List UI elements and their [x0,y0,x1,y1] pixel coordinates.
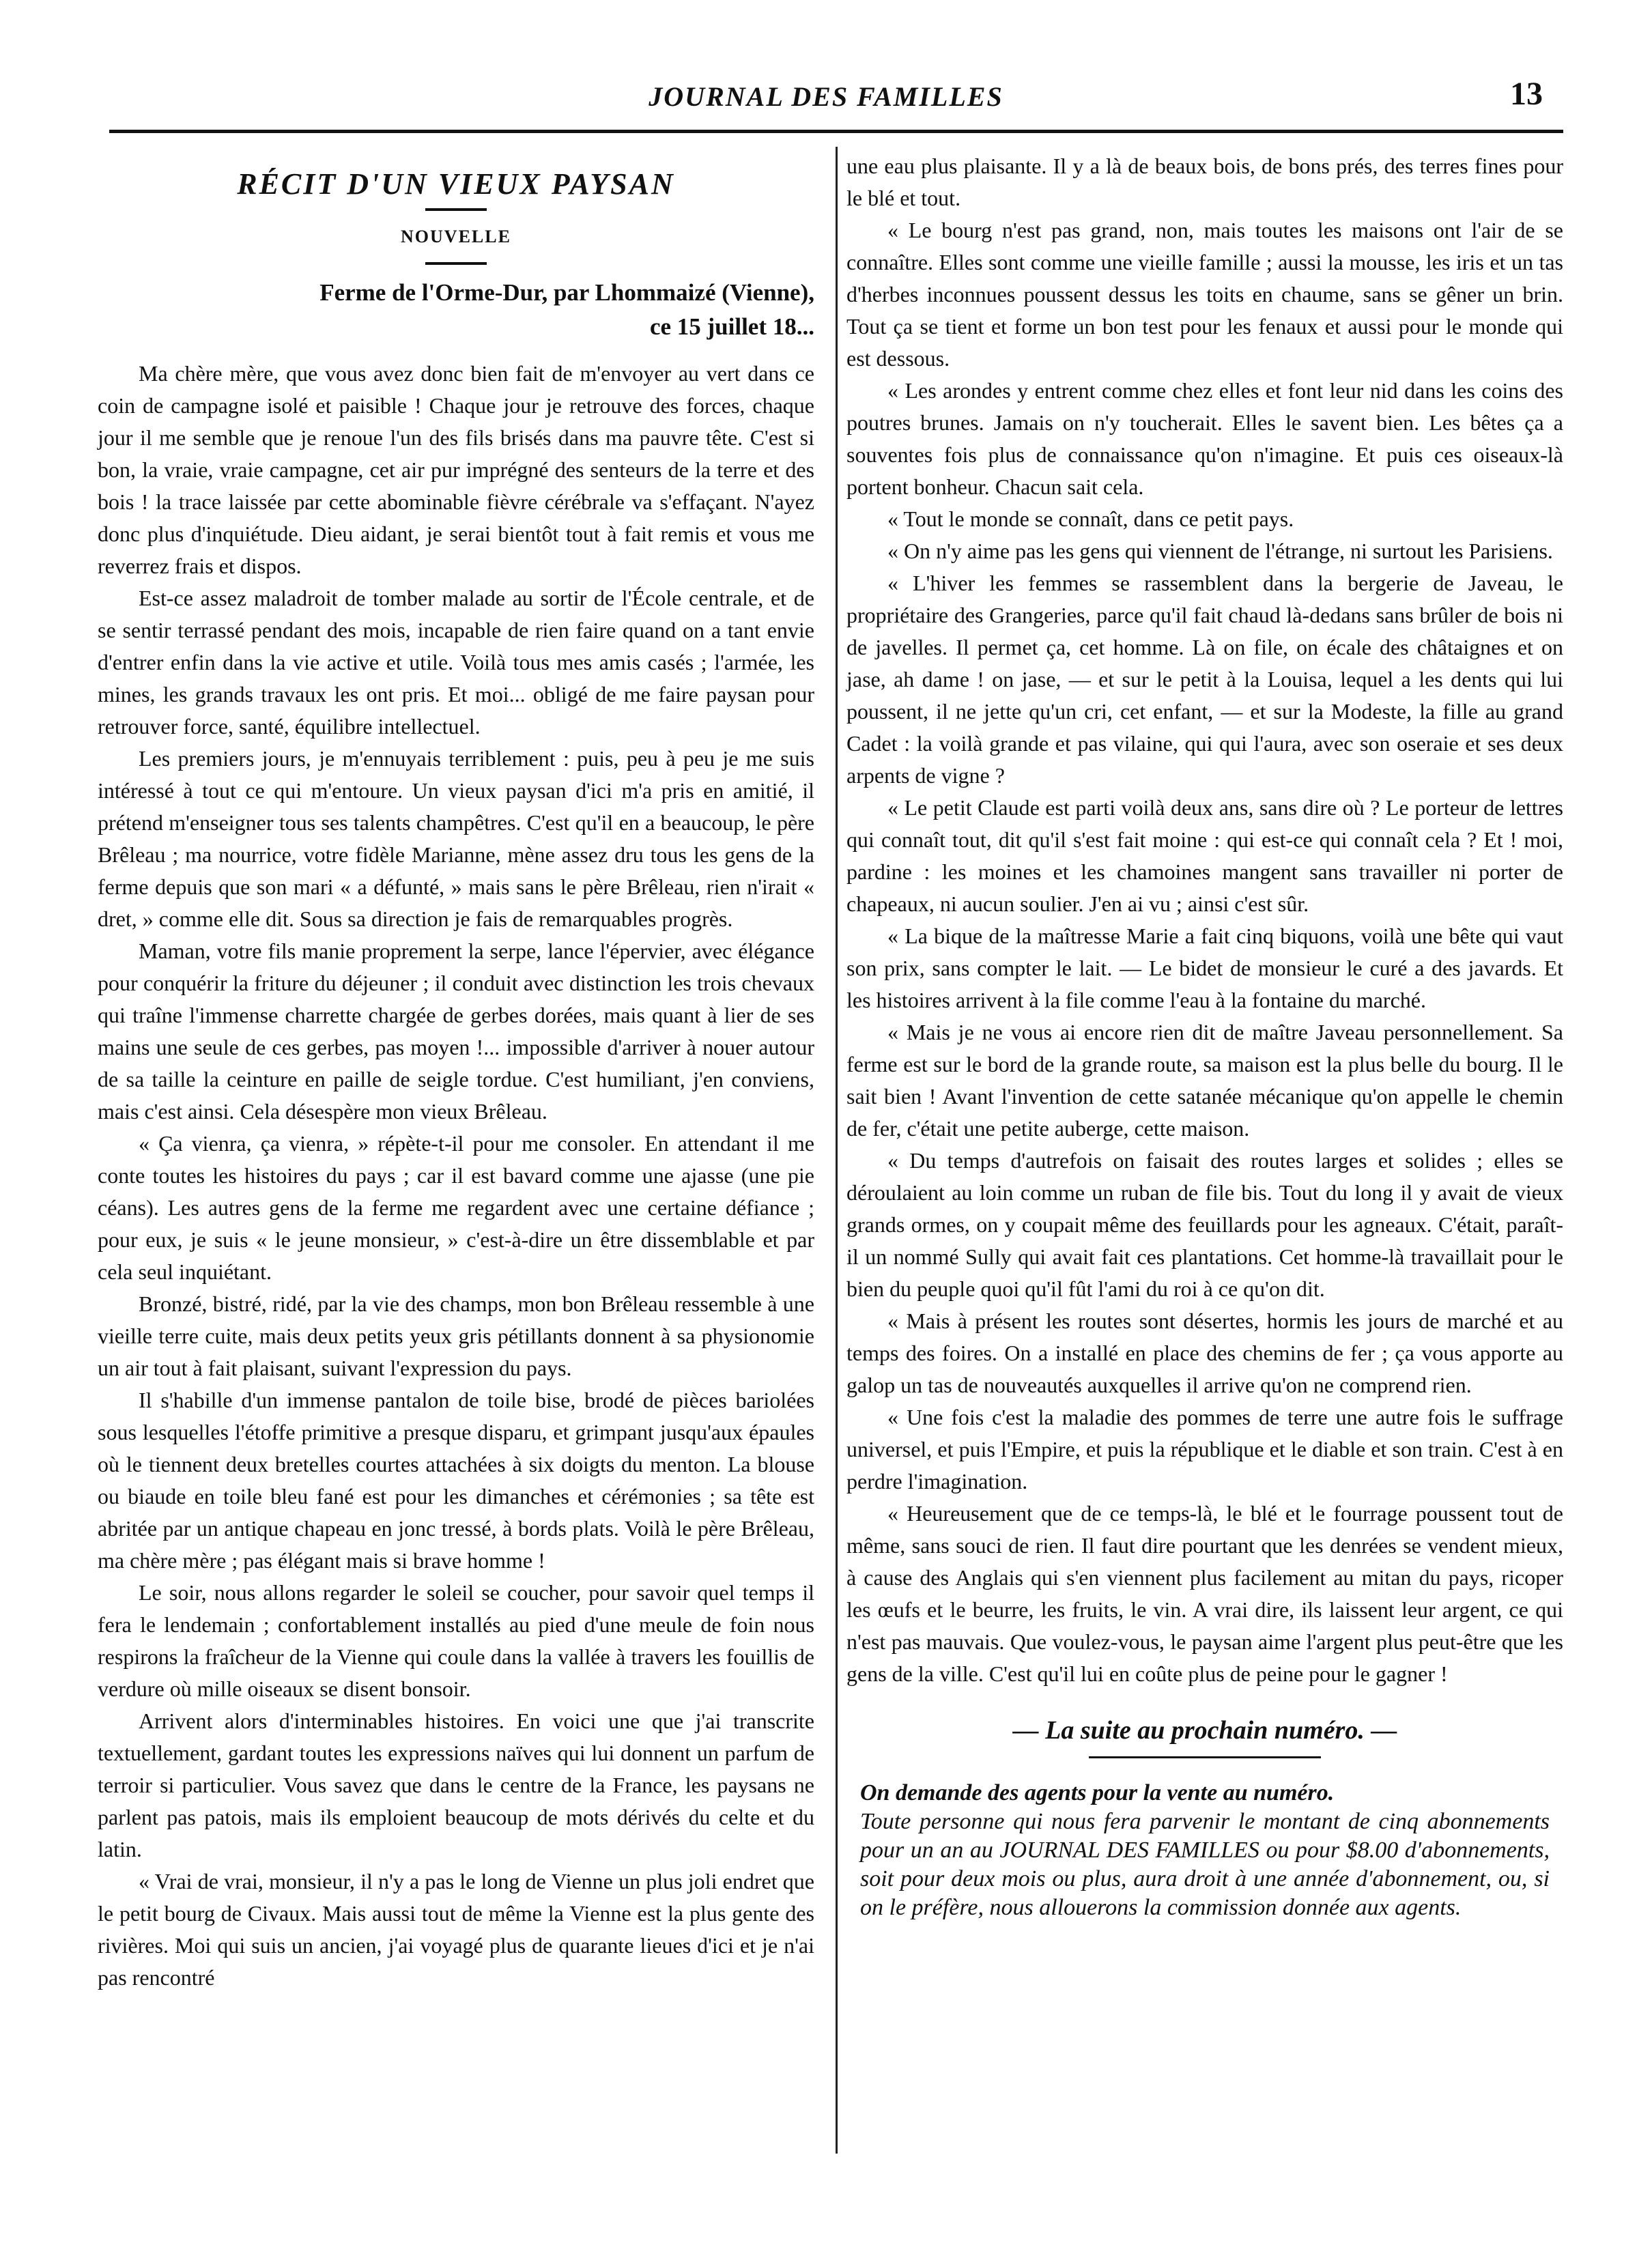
header-rule [109,130,1563,133]
paragraph: « On n'y aime pas les gens qui viennent de l'étrange, ni surtout les Parisiens. [887,539,1553,563]
title-rule [425,208,487,211]
paragraph: Les premiers jours, je m'ennuyais terriblement : puis, peu à peu je me suis intéressé à tout ce qui m'entoure. Un vieux paysan d'ici m'a pris en amitié, il prétend m'enseigner tous ses talents champêtres. C'est qu'il en a beaucoup, le père Brêleau ; ma nourrice, votre fidèle Marianne, mène assez dru tous les gens de la ferme depuis que son mari « a défunté, » mais sans le père Brêleau, rien n'irait « dret, » comme elle dit. Sous sa direction je fais de remarquables progrès. [98,746,814,931]
paragraph: « Du temps d'autrefois on faisait des routes larges et solides ; elles se déroulaient au loin comme un ruban de file bis. Tout du long il y avait de vieux grands ormes, on y coupait même des feuillards pour les agneaux. C'était, paraît-il un nommé Sully qui avait fait ces plantations. Cet homme-là travaillait pour le bien du peuple quoi qu'il fût l'ami du roi à ce qu'on dit. [846,1148,1563,1301]
paragraph: « Le bourg n'est pas grand, non, mais toutes les maisons ont l'air de se connaître. Elles sont comme une vieille famille ; aussi la mousse, les iris et un tas d'herbes inconnues poussent dessus les toits en chaume, sans se gêner un brin. Tout ça se tient et forme un bon test pour les fenaux et aussi pour le monde qui est dessous. [846,218,1563,371]
running-head: JOURNAL DES FAMILLES [649,81,1003,112]
paragraph: « Ça vienra, ça vienra, » répète-t-il pour me consoler. En attendant il me conte toutes les histoires du pays ; car il est bavard comme une ajasse (une pie céans). Les autres gens de la ferme me regardent avec une certaine défiance ; pour eux, je suis « le jeune monsieur, » c'est-à-dire un être dissemblable et par cela seul inquiétant. [98,1131,814,1284]
notice-heading: On demande des agents pour la vente au numéro. [860,1780,1335,1805]
paragraph: Arrivent alors d'interminables histoires. En voici une que j'ai transcrite textuellement, gardant toutes les expressions naïves qui lui donnent un parfum de terroir si particulier. Vous savez que dans le centre de la France, les paysans ne parlent pas patois, mais ils emploient beaucoup de mots dérivés du celte et du latin. [98,1709,814,1861]
genre-rule [425,262,487,265]
paragraph: « Tout le monde se connaît, dans ce petit pays. [887,506,1294,531]
paragraph: « La bique de la maîtresse Marie a fait cinq biquons, voilà une bête qui vaut son prix, sans compter le lait. — Le bidet de monsieur le curé a des javards. Et les histoires arrivent à la file comme l'eau à la fontaine du marché. [846,924,1563,1012]
paragraph: Bronzé, bistré, ridé, par la vie des champs, mon bon Brêleau ressemble à une vieille terre cuite, mais deux petits yeux gris pétillants donnent à sa physionomie un air tout à fait plaisant, suivant l'expression du pays. [98,1291,814,1380]
paragraph: Maman, votre fils manie proprement la serpe, lance l'épervier, avec élégance pour conquérir la friture du déjeuner ; il conduit avec distinction les trois chevaux qui traîne l'immense charrette chargée de gerbes dorées, mais quant à lier de ses mains une seule de ces gerbes, pas moyen !... impossible d'arriver à nouer autour de sa taille la ceinture en paille de seigle tordue. C'est humiliant, j'en conviens, mais c'est ainsi. Cela désespère mon vieux Brêleau. [98,939,814,1124]
paragraph: « Mais je ne vous ai encore rien dit de maître Javeau personnellement. Sa ferme est sur le bord de la grande route, sa maison est la plus belle du bourg. Il le sait bien ! Avant l'invention de cette satanée mécanique qu'on appelle le chemin de fer, c'était une petite auberge, cette maison. [846,1020,1563,1141]
paragraph: « Les arondes y entrent comme chez elles et font leur nid dans les coins des poutres brunes. Jamais on n'y toucherait. Elles le savent bien. Les bêtes ça a souventes fois plus de connaissance qu'on n'imagine. Et puis ces oiseaux-là portent bonheur. Chacun sait cela. [846,378,1563,499]
paragraph: « Mais à présent les routes sont désertes, hormis les jours de marché et au temps des foires. On a installé en place des chemins de fer ; ça vous apporte au galop un tas de nouveautés auxquelles il arrive qu'on ne comprend rien. [846,1309,1563,1397]
story-genre: NOUVELLE [401,227,511,246]
continued-note: — La suite au prochain numéro. — [1012,1716,1397,1745]
dateline-date: ce 15 juillet 18... [649,313,814,340]
dateline-place: Ferme de l'Orme-Dur, par Lhommaizé (Vienne), [319,279,814,306]
agents-notice [860,1779,1550,1922]
paragraph: une eau plus plaisante. Il y a là de beaux bois, de bons prés, des terres fines pour le blé et tout. [846,154,1563,210]
story-title: RÉCIT D'UN VIEUX PAYSAN [237,167,675,201]
paragraph: Le soir, nous allons regarder le soleil se coucher, pour savoir quel temps il fera le lendemain ; confortablement installés au pied d'une meule de foin nous respirons la fraîcheur de la Vienne qui coule dans la vallée à travers les fouillis de verdure où mille oiseaux se disent bonsoir. [98,1580,814,1701]
page-number: 13 [1510,76,1543,112]
paragraph: « Vrai de vrai, monsieur, il n'y a pas le long de Vienne un plus joli endret que le petit bourg de Civaux. Mais aussi tout de même la Vienne est la plus gente des rivières. Moi qui suis un ancien, j'ai voyagé plus de quarante lieues d'ici et je n'ai pas rencontré [98,1869,814,1990]
paragraph: « L'hiver les femmes se rassemblent dans la bergerie de Javeau, le propriétaire des Grangeries, parce qu'il fait chaud là-dedans sans brûler de bois ni de javelles. Il permet ça, cet homme. Là on file, on écale des châtaignes et on jase, ah dame ! on jase, — et sur le petit à la Louisa, lequel a les dents qui lui poussent, il ne jette qu'un cri, cet enfant, — et sur la Modeste, la fille au grand Cadet : la voilà grande et pas vilaine, qui qui l'aura, avec son oseraie et ses deux arpents de vigne ? [846,571,1563,788]
paragraph: « Une fois c'est la maladie des pommes de terre une autre fois le suffrage universel, et puis l'Empire, et puis la république et le diable et son train. C'est à en perdre l'imagination. [846,1405,1563,1494]
paragraph: « Heureusement que de ce temps-là, le blé et le fourrage poussent tout de même, sans souci de rien. Il faut dire pourtant que les denrées se vendent mieux, à cause des Anglais qui s'en viennent plus facilement au mitan du pays, ricoper les œufs et le beurre, les fruits, le vin. A vrai dire, ils laissent leur argent, ce qui n'est pas mauvais. Que voulez-vous, le paysan aime l'argent plus peut-être que les gens de la ville. C'est qu'il lui en coûte plus de peine pour le gagner ! [846,1501,1563,1686]
column-divider [836,147,838,2154]
left-column [98,150,814,1994]
dateline [98,276,814,344]
section-rule [1089,1756,1321,1758]
paragraph: Est-ce assez maladroit de tomber malade au sortir de l'École centrale, et de se sentir terrassé pendant des mois, incapable de rien faire quand on a tant envie d'entrer enfin dans la vie active et utile. Voilà tous mes amis casés ; l'armée, les mines, les grands travaux les ont pris. Et moi... obligé de me faire paysan pour retrouver force, santé, équilibre intellectuel. [98,586,814,739]
notice-body: Toute personne qui nous fera parvenir le montant de cinq abonnements pour un an au JOURNAL DES FAMILLES ou pour $8.00 d'abonnements, soit pour deux mois ou plus, aura droit à une année d'abonnement, ou, si on le préfère, nous allouerons la commission donnée aux agents. [860,1809,1550,1920]
paragraph: « Le petit Claude est parti voilà deux ans, sans dire où ? Le porteur de lettres qui connaît tout, dit qu'il s'est fait moine : qui est-ce qui connaît cela ? Et ! moi, pardine : les moines et les chamoines mangent sans travailler ni porter de chapeaux, ni aucun soulier. J'en ai vu ; ainsi c'est sûr. [846,795,1563,916]
right-column [846,150,1563,1922]
paragraph: Il s'habille d'un immense pantalon de toile bise, brodé de pièces bariolées sous lesquelles l'étoffe primitive a presque disparu, et grimpant jusqu'aux épaules où le tiennent deux bretelles courtes attachées à six doigts du menton. La blouse ou biaude en toile bleu fané est pour les dimanches et cérémonies ; sa tête est abritée par un antique chapeau en jonc tressé, à bords plats. Voilà le père Brêleau, ma chère mère ; pas élégant mais si brave homme ! [98,1388,814,1573]
paragraph: Ma chère mère, que vous avez donc bien fait de m'envoyer au vert dans ce coin de campagne isolé et paisible ! Chaque jour je retrouve des forces, chaque jour il me semble que je renoue l'un des fils brisés dans ma pauvre tête. C'est si bon, la vraie, vraie campagne, cet air pur imprégné des senteurs de la terre et des bois ! la trace laissée par cette abominable fièvre cérébrale va s'effaçant. N'ayez donc plus d'inquiétude. Dieu aidant, je serai bientôt tout à fait remis et vous me reverrez frais et dispos. [98,361,814,578]
